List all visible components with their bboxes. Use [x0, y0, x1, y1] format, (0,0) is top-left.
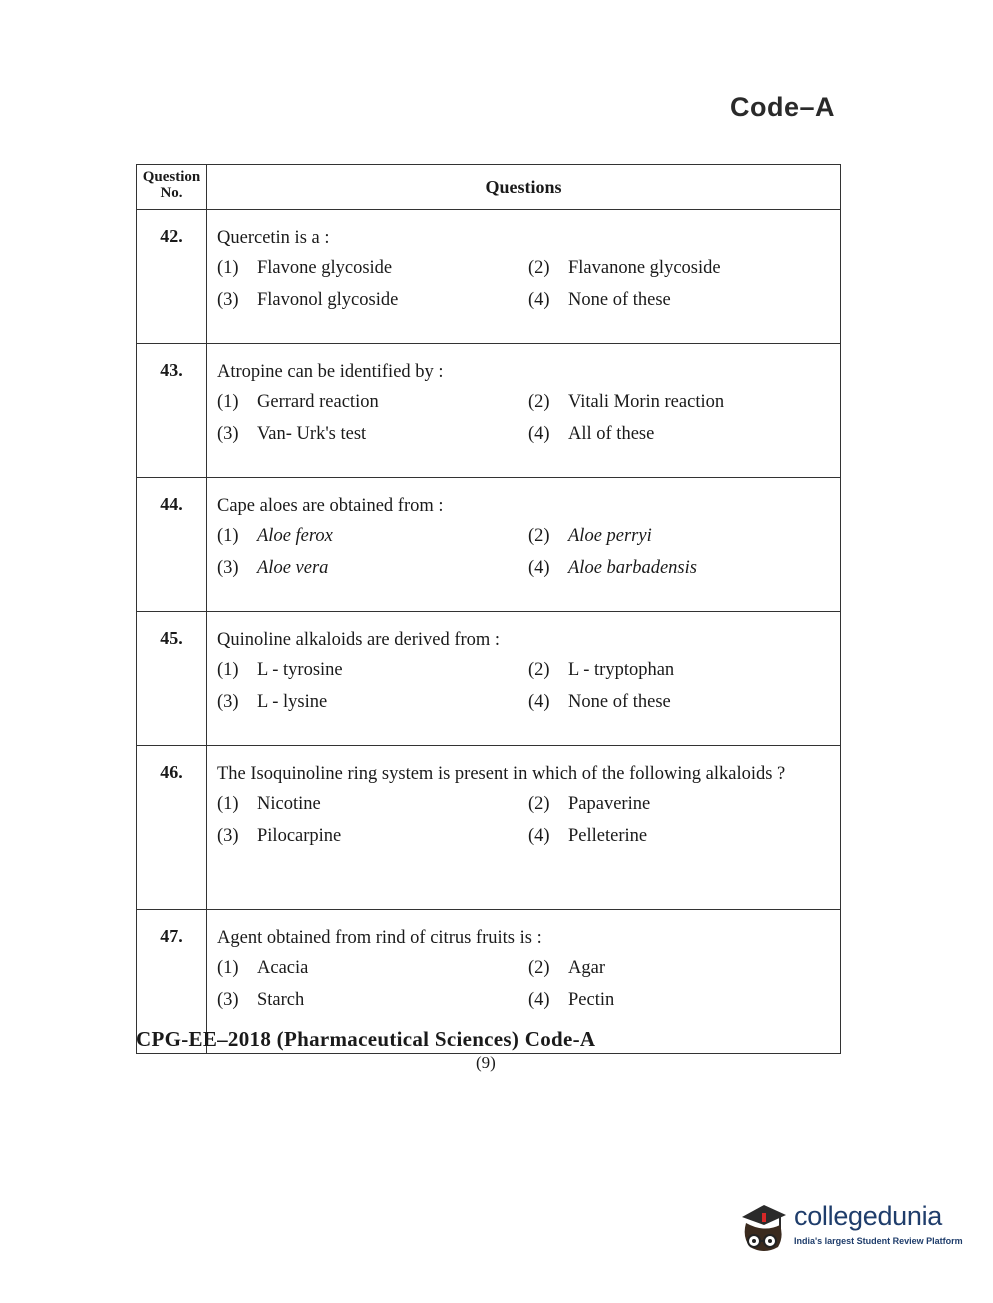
options-grid [217, 258, 830, 311]
question-stem: Cape aloes are obtained from : [217, 496, 444, 516]
question-stem: Quinoline alkaloids are derived from : [217, 630, 501, 650]
exam-footer-title: CPG-EE–2018 (Pharmaceutical Sciences) Code-A [136, 1027, 596, 1051]
question-number: 42. [137, 210, 207, 344]
option-4: (4) None of these [528, 290, 671, 310]
student-mascot-icon [736, 1197, 790, 1253]
option-1: (1) Nicotine [217, 794, 321, 814]
question-number: 45. [137, 612, 207, 746]
question-row-44 [137, 478, 841, 612]
question-stem: Atropine can be identified by : [217, 362, 444, 382]
question-row-46 [137, 746, 841, 910]
option-2: (2) Papaverine [528, 794, 651, 814]
options-grid [217, 526, 830, 579]
options-grid [217, 660, 830, 713]
option-3: (3) Aloe vera [217, 558, 329, 578]
option-1: (1) Gerrard reaction [217, 392, 379, 412]
question-table [136, 164, 841, 1054]
question-number: 46. [137, 746, 207, 910]
option-4: (4) Aloe barbadensis [528, 558, 697, 578]
question-stem: Agent obtained from rind of citrus fruits is : [217, 928, 542, 948]
option-4: (4) All of these [528, 424, 655, 444]
options-grid [217, 392, 830, 445]
question-stem: Quercetin is a : [217, 228, 330, 248]
column-header-questions: Questions [207, 165, 841, 210]
option-3: (3) L - lysine [217, 692, 328, 712]
options-grid [217, 794, 830, 847]
question-stem: The Isoquinoline ring system is present in which of the following alkaloids ? [217, 764, 786, 784]
page-number: (9) [476, 1053, 496, 1072]
option-2: (2) Agar [528, 958, 605, 978]
column-header-question-no: Question No. [137, 165, 207, 210]
logo-name: collegedunia [794, 1201, 943, 1231]
question-row-42 [137, 210, 841, 344]
option-2: (2) Flavanone glycoside [528, 258, 721, 278]
option-4: (4) None of these [528, 692, 671, 712]
table-header-row [137, 165, 841, 210]
option-1: (1) Flavone glycoside [217, 258, 393, 278]
option-1: (1) Acacia [217, 958, 309, 978]
option-3: (3) Starch [217, 990, 305, 1010]
option-2: (2) Aloe perryi [528, 526, 652, 546]
option-3: (3) Flavonol glycoside [217, 290, 399, 310]
option-1: (1) Aloe ferox [217, 526, 333, 546]
question-number: 43. [137, 344, 207, 478]
question-number: 44. [137, 478, 207, 612]
option-4: (4) Pectin [528, 990, 615, 1010]
question-row-45 [137, 612, 841, 746]
collegedunia-logo[interactable] [736, 1195, 966, 1255]
option-3: (3) Van- Urk's test [217, 424, 367, 444]
options-grid [217, 958, 830, 1011]
option-2: (2) Vitali Morin reaction [528, 392, 725, 412]
code-label: Code–A [730, 92, 836, 122]
option-3: (3) Pilocarpine [217, 826, 342, 846]
question-row-43 [137, 344, 841, 478]
option-1: (1) L - tyrosine [217, 660, 343, 680]
question-number: 47. [137, 910, 207, 1054]
option-2: (2) L - tryptophan [528, 660, 675, 680]
option-4: (4) Pelleterine [528, 826, 648, 846]
logo-tagline: India's largest Student Review Platform [794, 1236, 963, 1246]
